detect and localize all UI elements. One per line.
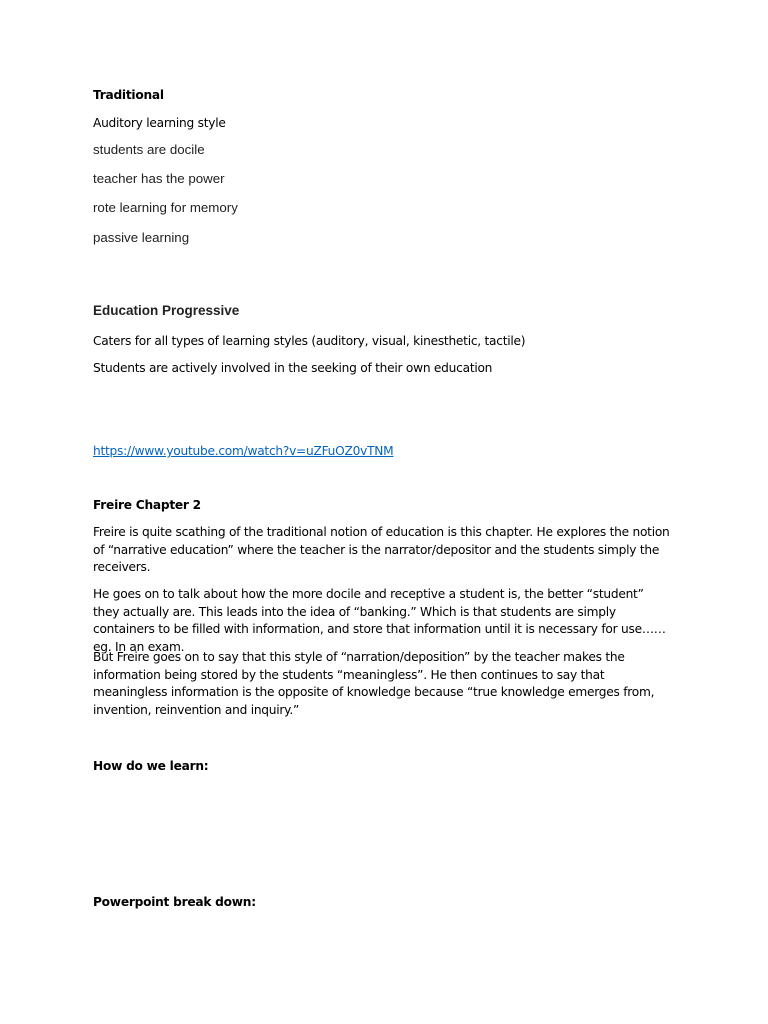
freire-heading: Freire Chapter 2 <box>93 498 201 512</box>
progressive-item: Students are actively involved in the seeking of their own education <box>93 361 493 375</box>
powerpoint-heading: Powerpoint break down: <box>93 895 256 909</box>
progressive-heading: Education Progressive <box>93 303 240 318</box>
traditional-item: rote learning for memory <box>93 200 238 215</box>
traditional-item: Auditory learning style <box>93 116 226 130</box>
traditional-item: students are docile <box>93 142 205 157</box>
traditional-heading: Traditional <box>93 88 164 102</box>
freire-paragraph: But Freire goes on to say that this style of “narration/deposition” by the teacher makes the information being stored by the students “meaningless”. He then continues to say that meaningless information is the opposite of knowledge because “true knowledge emerges from, invention, reinvention and inquiry.” <box>93 650 655 717</box>
youtube-link[interactable]: https://www.youtube.com/watch?v=uZFuOZ0vTNM <box>93 444 394 458</box>
traditional-item: passive learning <box>93 230 190 245</box>
traditional-item: teacher has the power <box>93 171 225 186</box>
freire-paragraph: He goes on to talk about how the more docile and receptive a student is, the better “student” they actually are. This leads into the idea of “banking.” Which is that students are simply containers to be filled with information, and store that information until it is necessary for use……eg. In an exam. <box>93 587 666 654</box>
freire-paragraph: Freire is quite scathing of the traditional notion of education is this chapter. He explores the notion of “narrative education” where the teacher is the narrator/depositor and the students simply the receivers. <box>93 525 670 575</box>
learn-heading: How do we learn: <box>93 759 209 773</box>
progressive-item: Caters for all types of learning styles (auditory, visual, kinesthetic, tactile) <box>93 334 526 348</box>
